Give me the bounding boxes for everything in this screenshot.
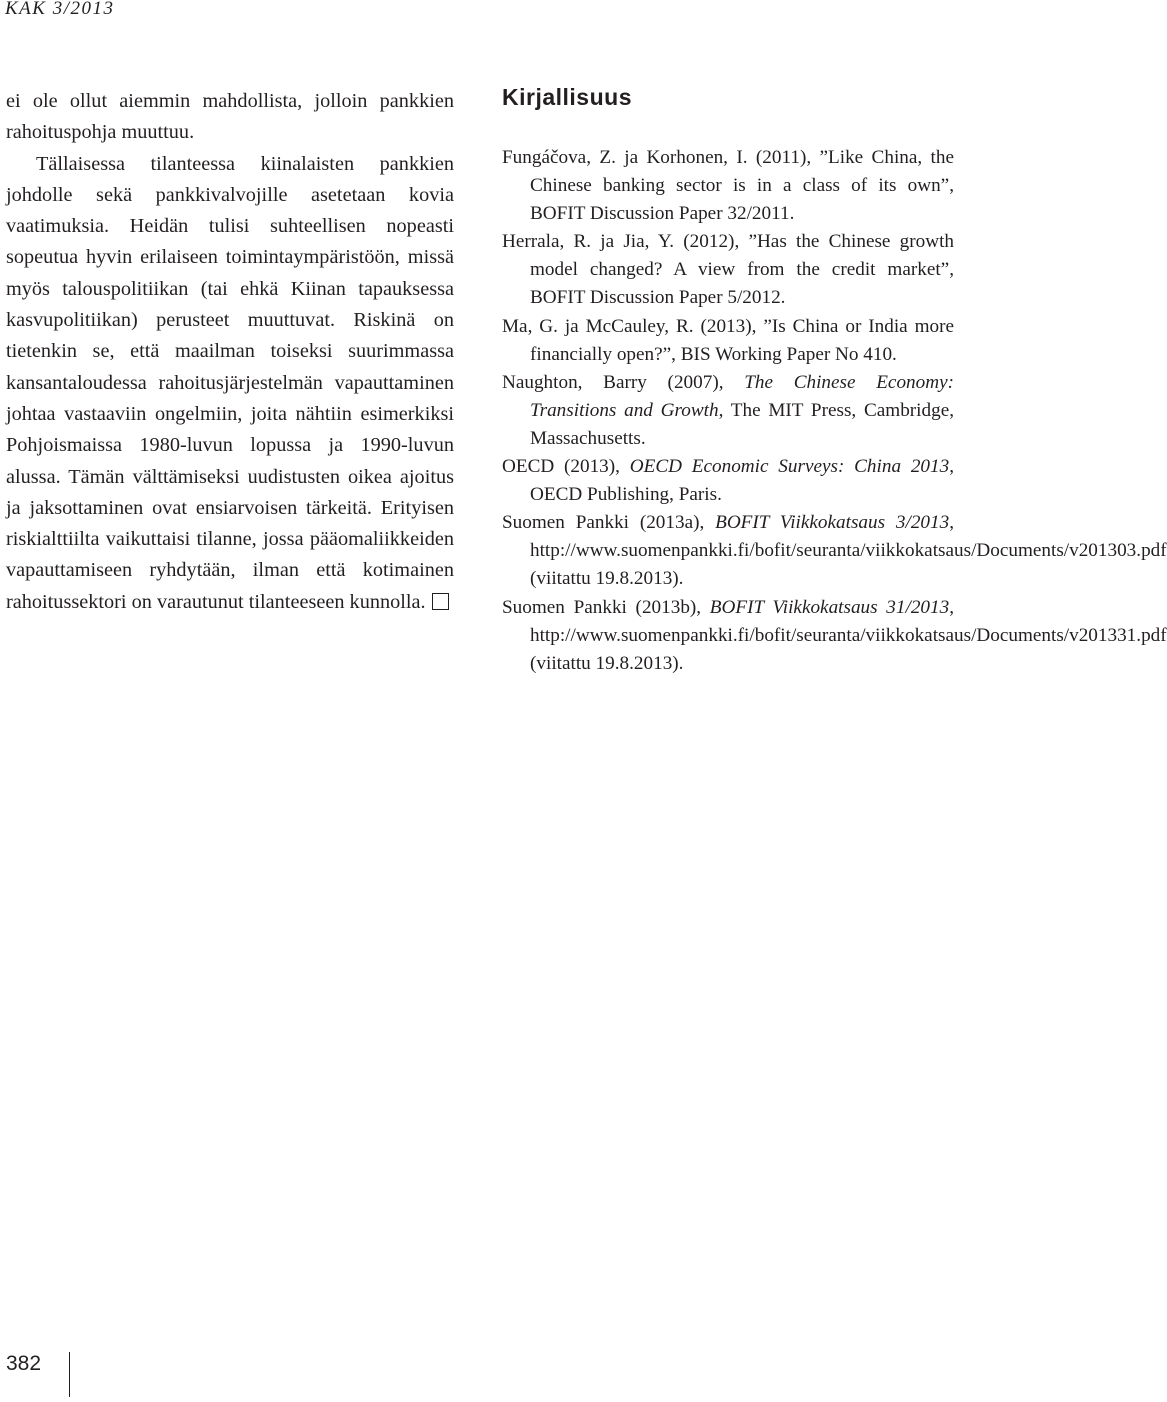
reference-item (502, 228, 954, 312)
reference-item (502, 144, 954, 228)
reference-item (502, 509, 1167, 593)
reference-text: Suomen Pankki (2013a), (502, 512, 716, 534)
body-text-column (6, 86, 454, 618)
reference-item (502, 453, 954, 509)
reference-text: , http://www.suomenpankki.fi/bofit/seuranta/viikkokatsaus/Documents/v201303.pdf (viitattu 19.8.2013). (530, 512, 1167, 590)
journal-header: KAK 3/2013 (5, 0, 115, 19)
reference-text: Fungáčova, Z. ja Korhonen, I. (2011), ”Like China, the Chinese banking sector is in a class of its own”, BOFIT Discussion Paper 32/2011. (502, 147, 954, 225)
body-paragraph-text: Tällaisessa tilanteessa kiinalaisten pankkien johdolle sekä pankkivalvojille asetetaan kovia vaatimuksia. Heidän tulisi suhteellisen nopeasti sopeutua hyvin erilaiseen toimintaympäristöön, missä myös talouspolitiikan (tai ehkä Kiinan tapauksessa kasvupolitiikan) perusteet muuttuvat. Riskinä on tietenkin se, että maailman toiseksi suurimmassa kansantaloudessa rahoitusjärjestelmän vapauttaminen johtaa vastaaviin ongelmiin, joita nähtiin esimerkiksi Pohjoismaissa 1980-luvun lopussa ja 1990-luvun alussa. Tämän välttämiseksi uudistusten oikea ajoitus ja jaksottaminen ovat ensiarvoisen tärkeitä. Erityisen riskialttiilta vaikuttaisi tilanne, jossa pääomaliikkeiden vapauttamiseen ryhdytään, ilman että kotimainen rahoitussektori on varautunut tilanteeseen kunnolla. (6, 152, 454, 613)
reference-title: The Chinese Economy: Transitions and Growth (530, 371, 954, 421)
reference-text: , OECD Publishing, Paris. (530, 456, 954, 506)
reference-title: OECD Economic Surveys: China 2013 (629, 456, 950, 478)
reference-title: BOFIT Viikkokatsaus 31/2013 (709, 596, 950, 618)
page-number-divider (69, 1352, 70, 1397)
page-number: 382 (6, 1352, 42, 1375)
end-of-article-mark (432, 593, 449, 610)
reference-text: Naughton, Barry (2007), (502, 371, 745, 393)
reference-text: , http://www.suomenpankki.fi/bofit/seuranta/viikkokatsaus/Documents/v201331.pdf (viitattu 19.8.2013). (530, 596, 1167, 674)
reference-text: Herrala, R. ja Jia, Y. (2012), ”Has the Chinese growth model changed? A view from the credit market”, BOFIT Discussion Paper 5/2012. (502, 231, 954, 309)
references-column (502, 82, 1167, 678)
body-paragraph: ei ole ollut aiemmin mahdollista, jolloin pankkien rahoituspohja muuttuu. (6, 90, 454, 144)
reference-item (502, 594, 1167, 678)
reference-text: OECD (2013), (502, 456, 630, 478)
references-heading: Kirjallisuus (502, 84, 632, 110)
reference-text: , The MIT Press, Cambridge, Massachusetts. (530, 399, 955, 449)
reference-item (502, 369, 954, 453)
reference-text: Suomen Pankki (2013b), (502, 596, 710, 618)
reference-text: Ma, G. ja McCauley, R. (2013), ”Is China or India more financially open?”, BIS Working Paper No 410. (502, 315, 954, 365)
reference-item (502, 313, 954, 369)
body-paragraph (6, 149, 454, 618)
reference-title: BOFIT Viikkokatsaus 3/2013 (715, 512, 950, 534)
